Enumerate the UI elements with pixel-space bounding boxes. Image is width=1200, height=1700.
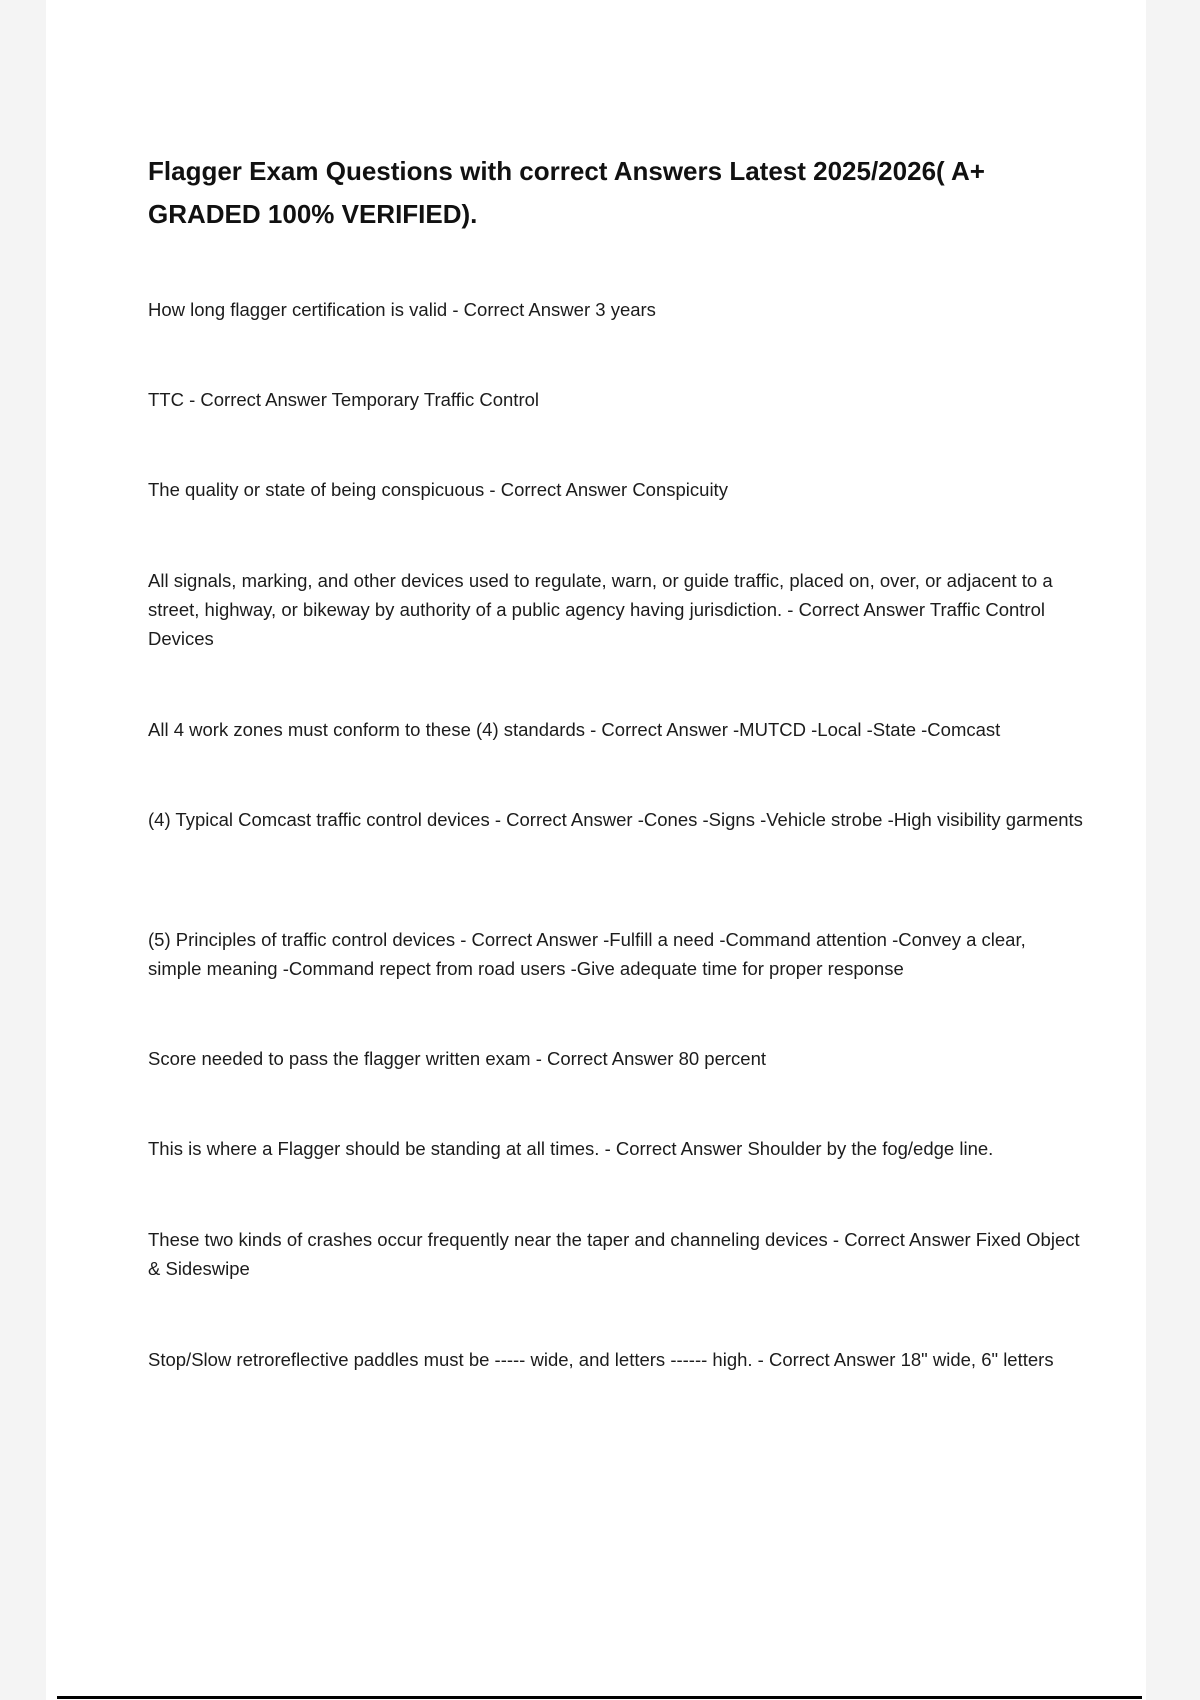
qa-item: All 4 work zones must conform to these (4) standards - Correct Answer -MUTCD -Local -State -Comcast: [148, 719, 1001, 740]
qa-item: These two kinds of crashes occur frequently near the taper and channeling devices - Correct Answer Fixed Object & Sideswipe: [148, 1229, 1080, 1279]
qa-item: TTC - Correct Answer Temporary Traffic Control: [148, 389, 540, 410]
qa-item: Score needed to pass the flagger written exam - Correct Answer 80 percent: [148, 1048, 767, 1069]
qa-item: All signals, marking, and other devices used to regulate, warn, or guide traffic, placed on, over, or adjacent to a street, highway, or bikeway by authority of a public agency having jurisdiction. - Correct Answer Traffic Control Devices: [148, 570, 1053, 649]
qa-item: The quality or state of being conspicuous - Correct Answer Conspicuity: [148, 479, 728, 500]
qa-item: This is where a Flagger should be standing at all times. - Correct Answer Shoulder by the fog/edge line.: [148, 1138, 994, 1159]
qa-item: (4) Typical Comcast traffic control devices - Correct Answer -Cones -Signs -Vehicle strobe -High visibility garments: [148, 809, 1083, 830]
document-page: [46, 0, 1146, 1700]
qa-item: Stop/Slow retroreflective paddles must be ----- wide, and letters ------ high. - Correct Answer 18" wide, 6" letters: [148, 1349, 1054, 1370]
page-bottom-rule: [57, 1696, 1142, 1699]
qa-item: How long flagger certification is valid - Correct Answer 3 years: [148, 299, 656, 320]
qa-item: (5) Principles of traffic control devices - Correct Answer -Fulfill a need -Command attention -Convey a clear, simple meaning -Command repect from road users -Give adequate time for proper response: [148, 929, 1026, 979]
document-title: Flagger Exam Questions with correct Answers Latest 2025/2026( A+ GRADED 100% VERIFIED).: [148, 156, 985, 229]
